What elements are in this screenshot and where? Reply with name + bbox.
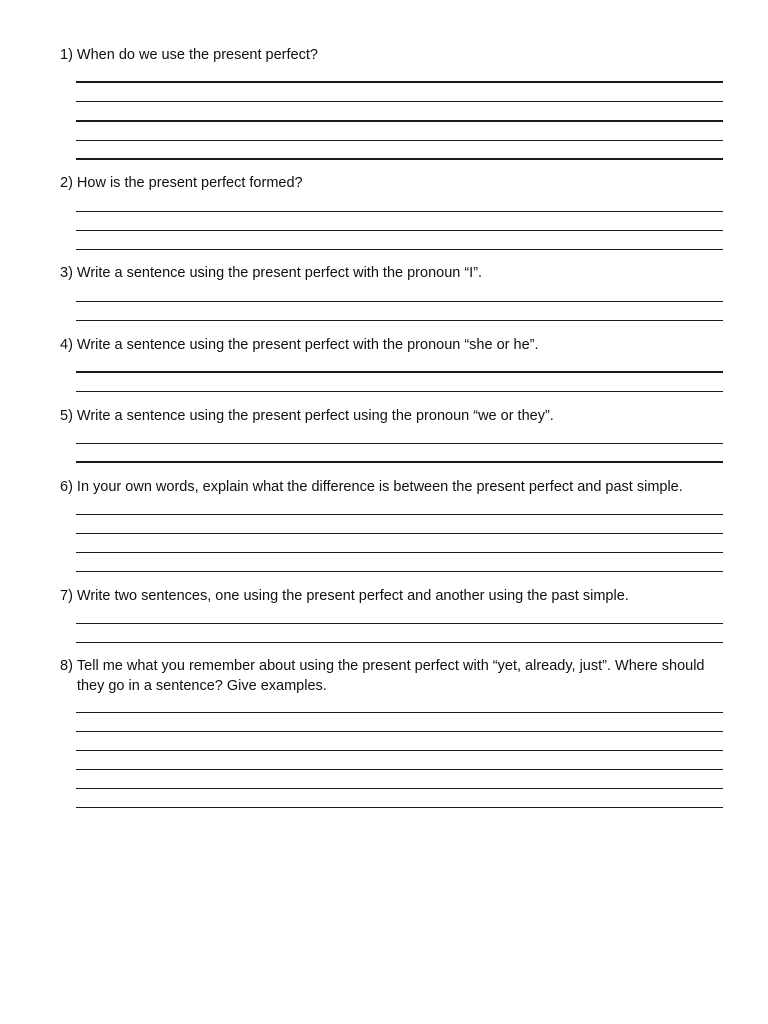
question-number: 1)	[60, 47, 77, 63]
answer-line[interactable]	[76, 461, 723, 463]
question-text: Tell me what you remember about using the present perfect with “yet, already, just”. Where should they go in a sentence? Give examples.	[76, 658, 705, 694]
question-7	[60, 586, 723, 606]
answer-line[interactable]	[76, 788, 723, 789]
answer-line[interactable]	[76, 301, 723, 302]
question-number: 4)	[60, 337, 77, 353]
answer-line[interactable]	[76, 623, 723, 624]
question-number: 2)	[60, 175, 77, 191]
question-8	[60, 656, 723, 696]
answer-line[interactable]	[76, 320, 723, 321]
question-number: 5)	[60, 408, 77, 424]
question-4	[60, 335, 723, 355]
answer-line[interactable]	[76, 211, 723, 212]
answer-line[interactable]	[76, 120, 723, 122]
question-number: 8)	[60, 658, 77, 674]
question-6	[60, 477, 723, 497]
answer-line[interactable]	[76, 249, 723, 250]
question-1	[60, 45, 723, 65]
answer-line[interactable]	[76, 807, 723, 808]
question-2	[60, 173, 723, 193]
answer-line[interactable]	[76, 552, 723, 553]
question-number: 6)	[60, 479, 77, 495]
question-text: Write a sentence using the present perfect with the pronoun “she or he”.	[76, 337, 539, 353]
answer-line[interactable]	[76, 158, 723, 160]
answer-line[interactable]	[76, 81, 723, 83]
question-number: 7)	[60, 588, 77, 604]
answer-line[interactable]	[76, 101, 723, 102]
answer-line[interactable]	[76, 731, 723, 732]
answer-line[interactable]	[76, 140, 723, 141]
question-text: Write two sentences, one using the present perfect and another using the past simple.	[76, 588, 629, 604]
answer-line[interactable]	[76, 391, 723, 392]
answer-line[interactable]	[76, 514, 723, 515]
question-5	[60, 406, 723, 426]
question-text: Write a sentence using the present perfect using the pronoun “we or they”.	[76, 408, 554, 424]
answer-line[interactable]	[76, 642, 723, 643]
answer-line[interactable]	[76, 769, 723, 770]
answer-line[interactable]	[76, 712, 723, 713]
answer-line[interactable]	[76, 230, 723, 231]
answer-line[interactable]	[76, 443, 723, 444]
answer-line[interactable]	[76, 371, 723, 373]
question-3	[60, 263, 723, 283]
question-number: 3)	[60, 265, 77, 281]
question-text: How is the present perfect formed?	[76, 175, 303, 191]
answer-line[interactable]	[76, 750, 723, 751]
answer-line[interactable]	[76, 533, 723, 534]
question-text: Write a sentence using the present perfect with the pronoun “I”.	[76, 265, 483, 281]
question-text: When do we use the present perfect?	[76, 47, 318, 63]
answer-line[interactable]	[76, 571, 723, 572]
question-text: In your own words, explain what the difference is between the present perfect and past simple.	[76, 479, 683, 495]
